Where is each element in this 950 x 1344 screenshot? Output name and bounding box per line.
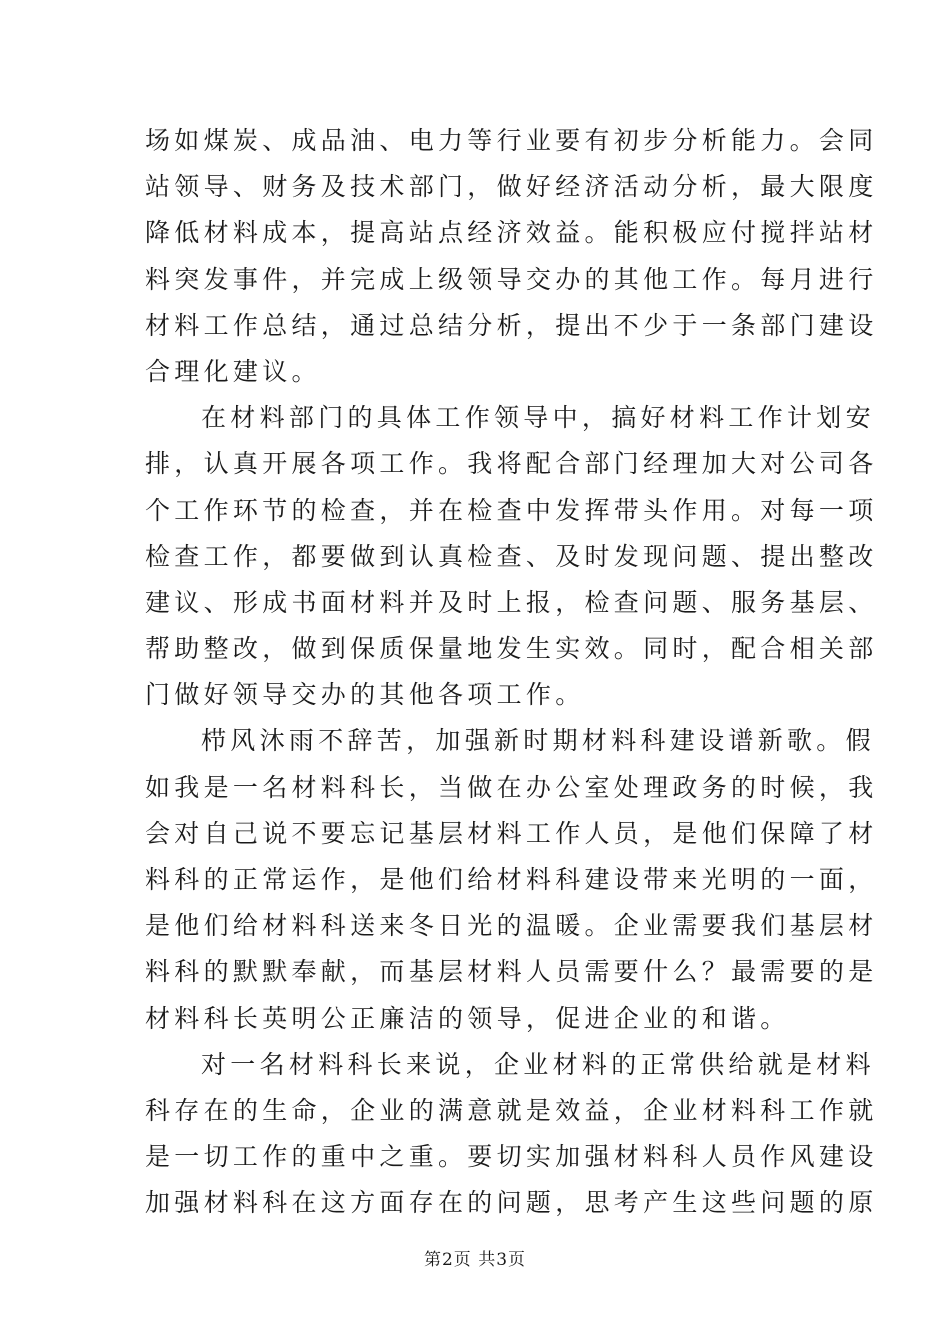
text-line: 在材料部门的具体工作领导中，搞好材料工作计划安 [201,403,875,433]
text-line: 检查工作，都要做到认真检查、及时发现问题、提出整改 [145,541,878,571]
text-line: 如我是一名材料科长，当做在办公室处理政务的时候，我 [145,772,878,802]
text-line: 科存在的生命，企业的满意就是效益，企业材料科工作就 [145,1095,878,1125]
text-line: 料突发事件，并完成上级领导交办的其他工作。每月进行 [145,264,878,294]
text-line: 个工作环节的检查，并在检查中发挥带头作用。对每一项 [145,495,878,525]
text-line: 料科的正常运作，是他们给材料科建设带来光明的一面， [145,865,878,894]
text-line: 合理化建议。 [145,356,321,386]
page-footer: 第2页 共3页 [423,1250,527,1270]
document-body [145,118,878,1227]
text-line: 门做好领导交办的其他各项工作。 [145,680,585,710]
text-line: 料科的默默奉献，而基层材料人员需要什么？最需要的是 [145,957,878,987]
text-line: 排，认真开展各项工作。我将配合部门经理加大对公司各 [145,449,878,479]
text-line: 对一名材料科长来说，企业材料的正常供给就是材料 [201,1049,875,1079]
text-line: 站领导、财务及技术部门，做好经济活动分析，最大限度 [145,172,878,202]
text-line: 材料科长英明公正廉洁的领导，促进企业的和谐。 [145,1003,790,1033]
text-line: 栉风沐雨不辞苦，加强新时期材料科建设谱新歌。假 [201,726,875,756]
text-line: 降低材料成本，提高站点经济效益。能积极应付搅拌站材 [145,218,878,248]
text-line: 会对自己说不要忘记基层材料工作人员，是他们保障了材 [145,818,878,848]
text-line: 加强材料科在这方面存在的问题，思考产生这些问题的原 [145,1188,878,1218]
text-line: 是一切工作的重中之重。要切实加强材料科人员作风建设 [145,1142,878,1172]
text-line: 场如煤炭、成品油、电力等行业要有初步分析能力。会同 [145,126,878,155]
text-line: 材料工作总结，通过总结分析，提出不少于一条部门建设 [145,310,878,340]
text-line: 建议、形成书面材料并及时上报，检查问题、服务基层、 [145,587,878,617]
text-line: 帮助整改，做到保质保量地发生实效。同时，配合相关部 [145,634,878,664]
text-line: 是他们给材料科送来冬日光的温暖。企业需要我们基层材 [145,911,878,941]
